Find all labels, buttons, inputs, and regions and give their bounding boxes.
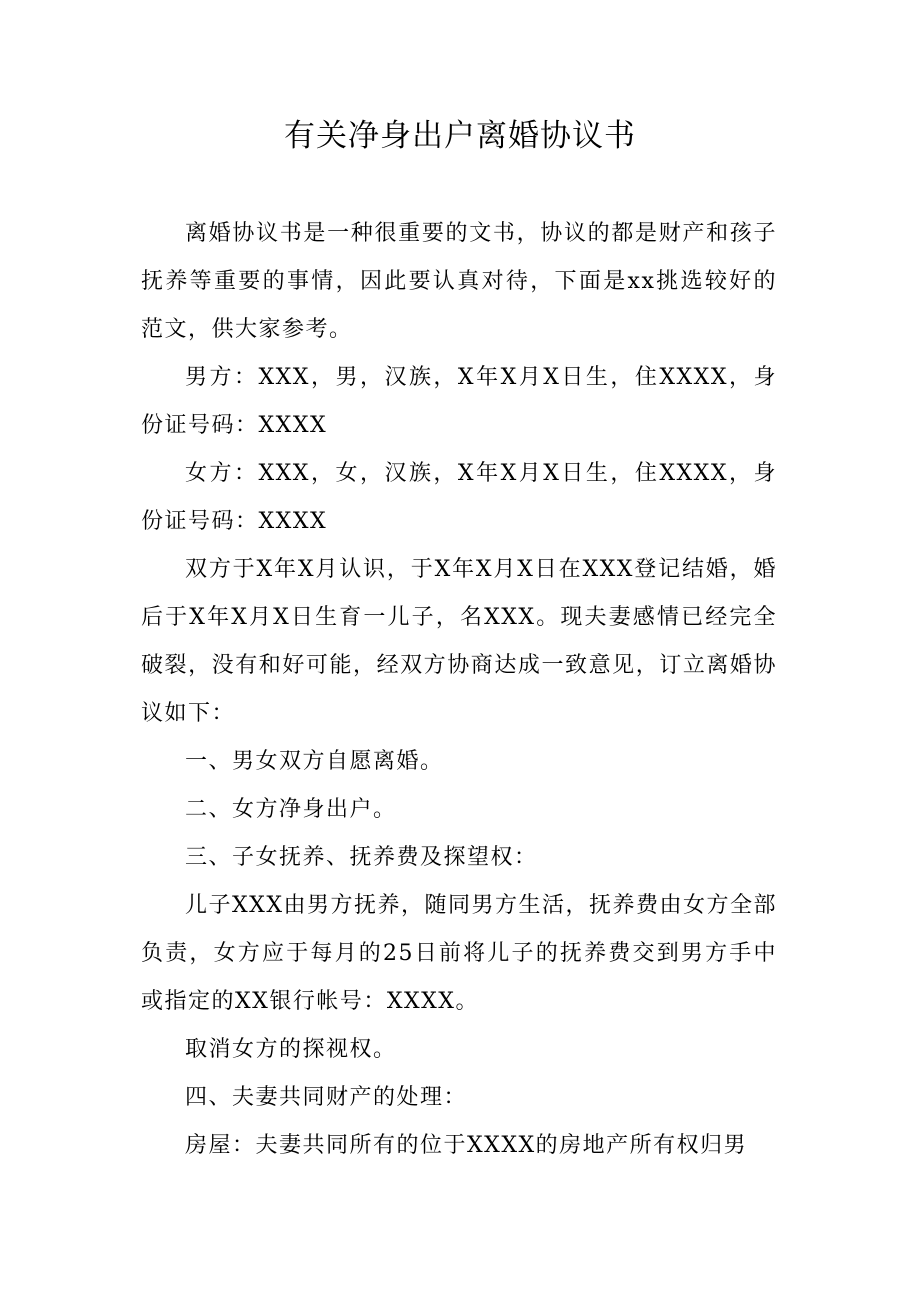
paragraph-visitation: 取消女方的探视权。	[185, 1037, 397, 1062]
paragraph-intro: 离婚协议书是一种很重要的文书，协议的都是财产和孩子抚养等重要的事情，因此要认真对待，下面是xx挑选较好的范文，供大家参考。	[141, 221, 777, 342]
paragraph-clause-4: 四、夫妻共同财产的处理：	[185, 1085, 468, 1110]
paragraph-female-party: 女方：XXX，女，汉族，X年X月X日生，住XXXX，身份证号码：XXXX	[141, 461, 777, 534]
paragraph-clause-1: 一、男女双方自愿离婚。	[185, 749, 444, 774]
paragraph-clause-3: 三、子女抚养、抚养费及探望权：	[185, 845, 538, 870]
paragraph-clause-2: 二、女方净身出户。	[185, 797, 397, 822]
paragraph-child-support: 儿子XXX由男方抚养，随同男方生活，抚养费由女方全部负责，女方应于每月的25日前将儿子的抚养费交到男方手中或指定的XX银行帐号：XXXX。	[141, 893, 777, 1014]
document-body	[141, 210, 777, 1170]
document-title: 有关净身出户离婚协议书	[284, 118, 636, 154]
paragraph-background: 双方于X年X月认识，于X年X月X日在XXX登记结婚，婚后于X年X月X日生育一儿子，名XXX。现夫妻感情已经完全破裂，没有和好可能，经双方协商达成一致意见，订立离婚协议如下：	[141, 557, 777, 726]
paragraph-male-party: 男方：XXX，男，汉族，X年X月X日生，住XXXX，身份证号码：XXXX	[141, 365, 777, 438]
paragraph-housing: 房屋：夫妻共同所有的位于XXXX的房地产所有权归男	[185, 1133, 748, 1158]
